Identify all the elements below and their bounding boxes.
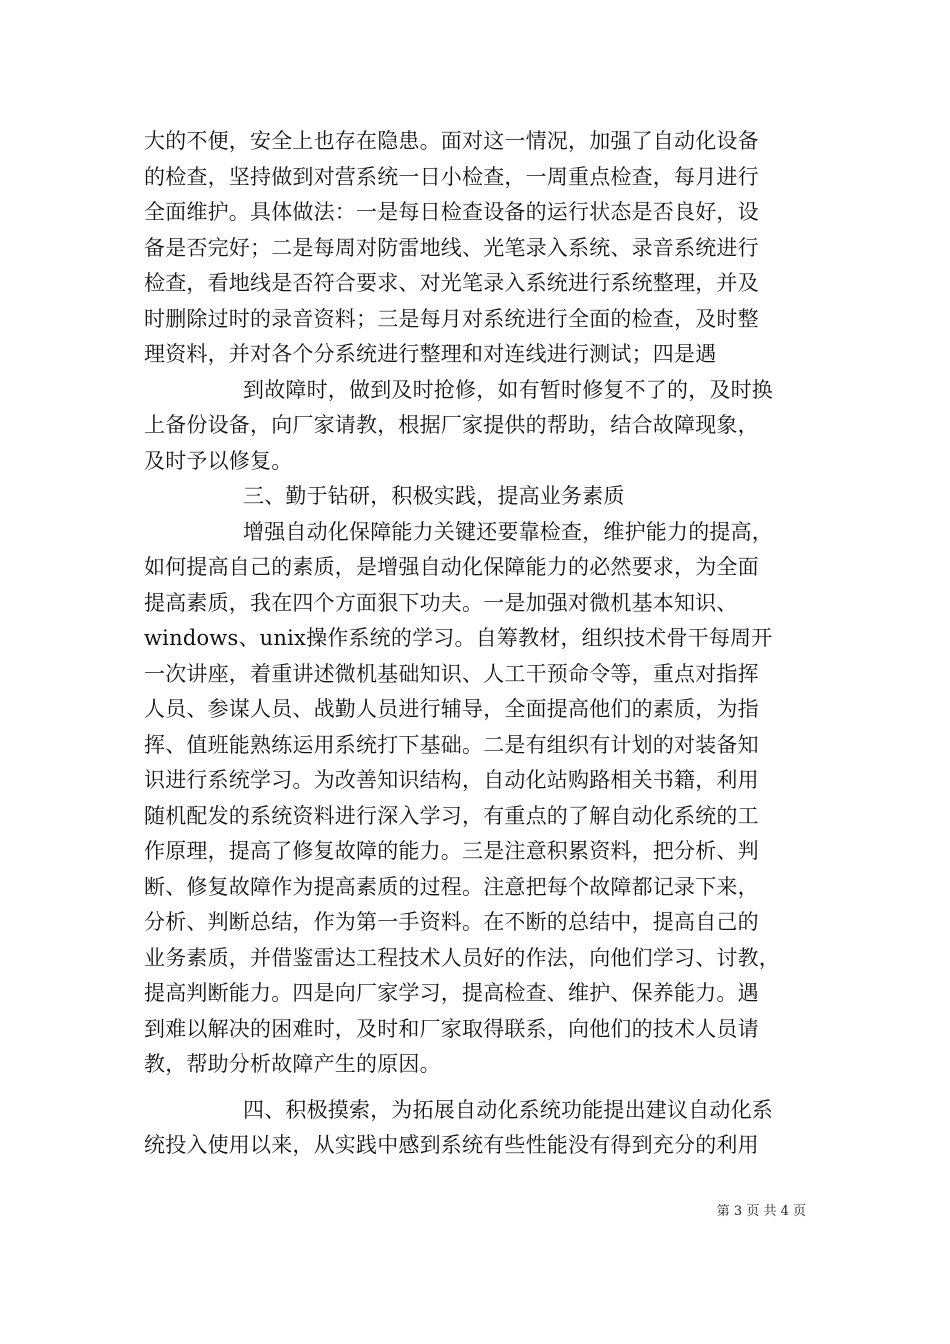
text-line: 到难以解决的困难时，及时和厂家取得联系，向他们的技术人员请: [144, 1016, 759, 1041]
text-line: 备是否完好；二是每周对防雷地线、光笔录入系统、录音系统进行: [144, 235, 759, 260]
text-line: 上备份设备，向厂家请教，根据厂家提供的帮助，结合故障现象，: [144, 413, 759, 437]
text-line: 分析、判断总结，作为第一手资料。在不断的总结中，提高自己的: [144, 910, 759, 934]
text-line: 检查，看地线是否符合要求、对光笔录入系统进行系统整理，并及: [144, 271, 759, 295]
text-line: 教，帮助分析故障产生的原因。: [144, 1052, 441, 1076]
text-line: 及时予以修复。: [144, 448, 293, 473]
text-line: 识进行系统学习。为改善知识结构，自动化站购路相关书籍，利用: [144, 768, 759, 792]
section-heading: 四、积极摸索，为拓展自动化系统功能提出建议自动化系: [243, 1097, 773, 1122]
text-line: 提高素质，我在四个方面狠下功夫。一是加强对微机基本知识、: [144, 590, 738, 615]
text-line: 断、修复故障作为提高素质的过程。注意把每个故障都记录下来，: [144, 874, 759, 899]
text-line: 增强自动化保障能力关键还要靠检查，维护能力的提高，: [243, 519, 773, 544]
text-line: 一次讲座，着重讲述微机基础知识、人工干预命令等，重点对指挥: [144, 661, 759, 686]
text-line: 随机配发的系统资料进行深入学习，有重点的了解自动化系统的工: [144, 803, 759, 828]
text-line: 到故障时，做到及时抢修，如有暂时修复不了的，及时换: [243, 377, 773, 402]
text-line: 业务素质，并借鉴雷达工程技术人员好的作法，向他们学习、讨教，: [144, 945, 780, 970]
page-number-footer: 第 3 页 共 4 页: [716, 1204, 806, 1219]
text-line: 统投入使用以来，从实践中感到系统有些性能没有得到充分的利用: [144, 1133, 759, 1157]
text-line: 理资料，并对各个分系统进行整理和对连线进行测试；四是遇: [144, 342, 717, 366]
text-line: 时删除过时的录音资料；三是每月对系统进行全面的检查，及时整: [144, 306, 759, 331]
text-line: 大的不便，安全上也存在隐患。面对这一情况，加强了自动化设备: [144, 129, 759, 153]
text-line: 的检查，坚持做到对营系统一日小检查，一周重点检查，每月进行: [144, 164, 759, 189]
body-text: [144, 124, 820, 1164]
text-line: 作原理，提高了修复故障的能力。三是注意积累资料，把分析、判: [144, 839, 759, 863]
text-line: 全面维护。具体做法：一是每日检查设备的运行状态是否良好，设: [144, 200, 759, 224]
text-line: 如何提高自己的素质，是增强自动化保障能力的必然要求，为全面: [144, 555, 759, 579]
section-heading: 三、勤于钻研，积极实践，提高业务素质: [243, 484, 625, 508]
text-line: 人员、参谋人员、战勤人员进行辅导，全面提高他们的素质，为指: [144, 697, 759, 721]
text-line: 挥、值班能熟练运用系统打下基础。二是有组织有计划的对装备知: [144, 732, 759, 757]
text-line: 提高判断能力。四是向厂家学习，提高检查、维护、保养能力。遇: [144, 981, 759, 1005]
text-line: windows、unix操作系统的学习。自筹教材，组织技术骨干每周开: [144, 626, 773, 650]
